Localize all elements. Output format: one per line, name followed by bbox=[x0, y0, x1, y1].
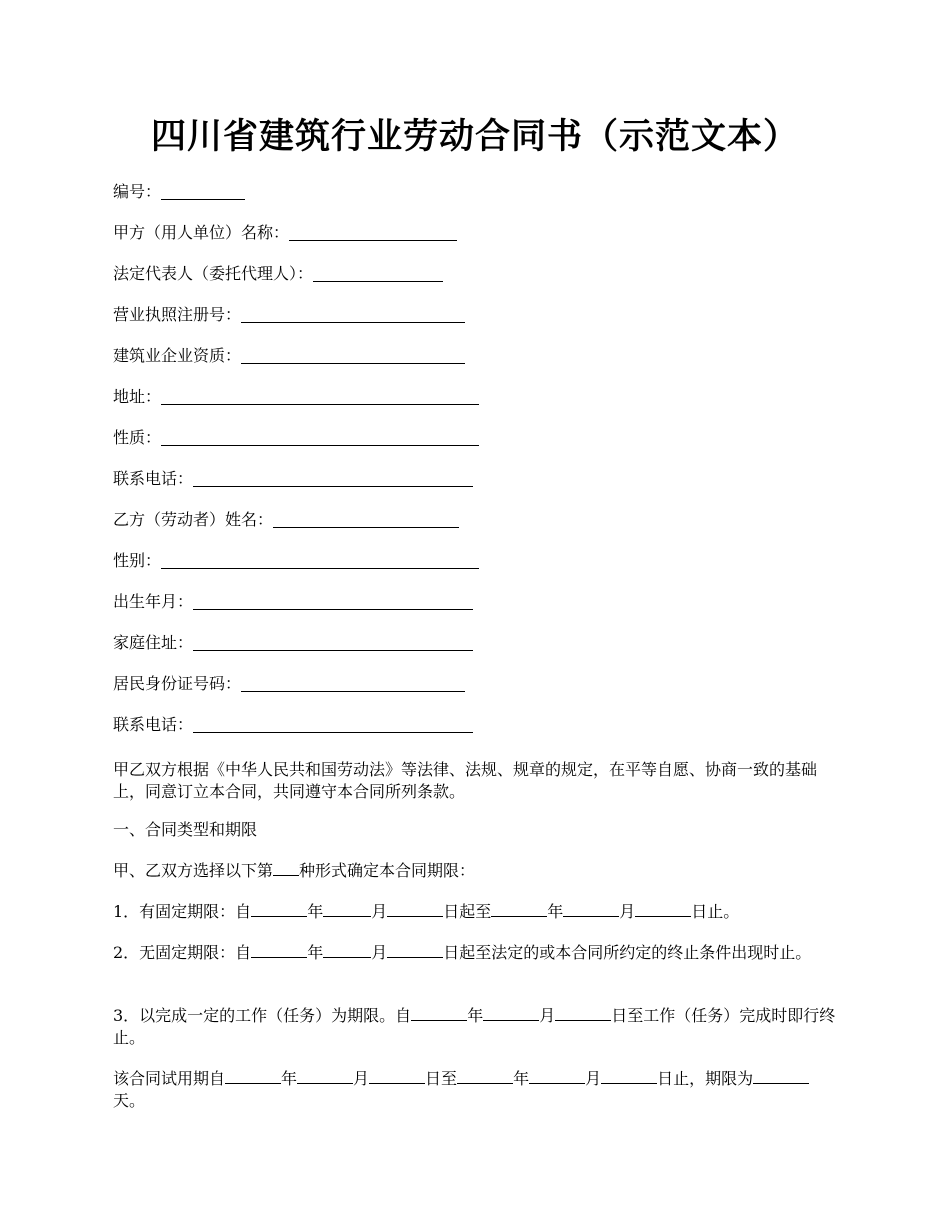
phone-b-field bbox=[113, 713, 473, 737]
term-choice-blank[interactable] bbox=[273, 860, 299, 876]
probation-year2-unit: 年 bbox=[513, 1069, 530, 1088]
option-2-year-blank[interactable] bbox=[251, 942, 307, 958]
probation-month-blank[interactable] bbox=[297, 1068, 353, 1084]
probation-day2-blank[interactable] bbox=[601, 1068, 657, 1084]
legal-rep-label: 法定代表人（委托代理人）： bbox=[113, 264, 314, 283]
option-1-year-blank[interactable] bbox=[251, 901, 307, 917]
option-1-month-blank[interactable] bbox=[323, 901, 371, 917]
party-b-name-field bbox=[113, 508, 459, 532]
license-field bbox=[113, 303, 465, 327]
gender-blank[interactable] bbox=[161, 551, 479, 569]
license-blank[interactable] bbox=[241, 305, 465, 323]
probation-text-a: 该合同试用期自 bbox=[113, 1069, 226, 1088]
term-choice-line bbox=[113, 860, 841, 882]
phone-b-blank[interactable] bbox=[193, 715, 473, 733]
probation-day-blank[interactable] bbox=[369, 1068, 425, 1084]
probation-month2-blank[interactable] bbox=[529, 1068, 585, 1084]
party-a-name-label: 甲方（用人单位）名称： bbox=[113, 223, 290, 242]
option-1-end: 日止。 bbox=[691, 902, 740, 921]
option-3-month-blank[interactable] bbox=[483, 1005, 539, 1021]
option-2-label: 2．无固定期限：自 bbox=[113, 943, 252, 962]
probation-month-unit: 月 bbox=[353, 1069, 370, 1088]
party-a-name-field bbox=[113, 221, 457, 245]
document-title: 四川省建筑行业劳动合同书（示范文本） bbox=[150, 116, 799, 157]
option-3-day-blank[interactable] bbox=[555, 1005, 611, 1021]
birth-blank[interactable] bbox=[193, 592, 473, 610]
term-option-3 bbox=[113, 1005, 841, 1049]
legal-rep-field bbox=[113, 262, 443, 286]
address-blank[interactable] bbox=[161, 387, 479, 405]
option-1-day-blank[interactable] bbox=[387, 901, 443, 917]
option-2-month-blank[interactable] bbox=[323, 942, 371, 958]
option-1-year2-unit: 年 bbox=[547, 902, 564, 921]
id-number-label: 居民身份证号码： bbox=[113, 674, 242, 693]
gender-label: 性别： bbox=[113, 551, 162, 570]
intro-paragraph: 甲乙双方根据《中华人民共和国劳动法》等法律、法规、规章的规定，在平等自愿、协商一致的基础上，同意订立本合同，共同遵守本合同所列条款。 bbox=[113, 760, 818, 801]
probation-days-blank[interactable] bbox=[753, 1068, 809, 1084]
probation-text-b: 日止，期限为 bbox=[657, 1069, 754, 1088]
party-b-name-label: 乙方（劳动者）姓名： bbox=[113, 510, 274, 529]
home-address-blank[interactable] bbox=[193, 633, 473, 651]
home-address-label: 家庭住址： bbox=[113, 633, 194, 652]
home-address-field bbox=[113, 631, 473, 655]
nature-blank[interactable] bbox=[161, 428, 479, 446]
serial-blank[interactable] bbox=[161, 182, 245, 200]
option-1-year-unit: 年 bbox=[307, 902, 324, 921]
option-2-month-unit: 月 bbox=[371, 943, 388, 962]
nature-label: 性质： bbox=[113, 428, 162, 447]
option-1-month-unit: 月 bbox=[371, 902, 388, 921]
license-label: 营业执照注册号： bbox=[113, 305, 242, 324]
section-1-heading: 一、合同类型和期限 bbox=[113, 820, 258, 839]
qualification-label: 建筑业企业资质： bbox=[113, 346, 242, 365]
phone-a-label: 联系电话： bbox=[113, 469, 194, 488]
option-1-month2-unit: 月 bbox=[619, 902, 636, 921]
birth-label: 出生年月： bbox=[113, 592, 194, 611]
address-label: 地址： bbox=[113, 387, 162, 406]
probation-to: 日至 bbox=[425, 1069, 458, 1088]
probation-year2-blank[interactable] bbox=[457, 1068, 513, 1084]
gender-field bbox=[113, 549, 479, 573]
option-3-year-unit: 年 bbox=[467, 1006, 484, 1025]
option-3-month-unit: 月 bbox=[539, 1006, 556, 1025]
probation-year-unit: 年 bbox=[281, 1069, 298, 1088]
option-1-day2-blank[interactable] bbox=[635, 901, 691, 917]
legal-rep-blank[interactable] bbox=[313, 264, 443, 282]
option-2-day-blank[interactable] bbox=[387, 942, 443, 958]
birth-field bbox=[113, 590, 473, 614]
party-b-name-blank[interactable] bbox=[273, 510, 459, 528]
option-1-label: 1．有固定期限：自 bbox=[113, 902, 252, 921]
option-3-end: 日至工作（任务）完成时即行终止。 bbox=[113, 1006, 836, 1047]
serial-label: 编号： bbox=[113, 182, 162, 201]
option-2-year-unit: 年 bbox=[307, 943, 324, 962]
id-number-blank[interactable] bbox=[241, 674, 465, 692]
term-option-1 bbox=[113, 901, 841, 923]
option-1-from: 日起至 bbox=[443, 902, 492, 921]
option-1-month2-blank[interactable] bbox=[563, 901, 619, 917]
phone-b-label: 联系电话： bbox=[113, 715, 194, 734]
probation-year-blank[interactable] bbox=[225, 1068, 281, 1084]
option-3-label: 3．以完成一定的工作（任务）为期限。自 bbox=[113, 1006, 412, 1025]
qualification-field bbox=[113, 344, 465, 368]
qualification-blank[interactable] bbox=[241, 346, 465, 364]
address-field bbox=[113, 385, 479, 409]
id-number-field bbox=[113, 672, 465, 696]
probation-paragraph bbox=[113, 1068, 841, 1112]
term-choice-text-a: 甲、乙双方选择以下第 bbox=[113, 861, 274, 880]
option-2-end: 日起至法定的或本合同所约定的终止条件出现时止。 bbox=[443, 943, 812, 962]
option-1-year2-blank[interactable] bbox=[491, 901, 547, 917]
probation-text-c: 天。 bbox=[113, 1091, 146, 1110]
phone-a-field bbox=[113, 467, 473, 491]
term-option-2 bbox=[113, 942, 841, 964]
term-choice-text-b: 种形式确定本合同期限： bbox=[299, 861, 476, 880]
phone-a-blank[interactable] bbox=[193, 469, 473, 487]
nature-field bbox=[113, 426, 479, 450]
serial-field bbox=[113, 180, 245, 204]
probation-month2-unit: 月 bbox=[585, 1069, 602, 1088]
party-a-name-blank[interactable] bbox=[289, 223, 457, 241]
option-3-year-blank[interactable] bbox=[411, 1005, 467, 1021]
